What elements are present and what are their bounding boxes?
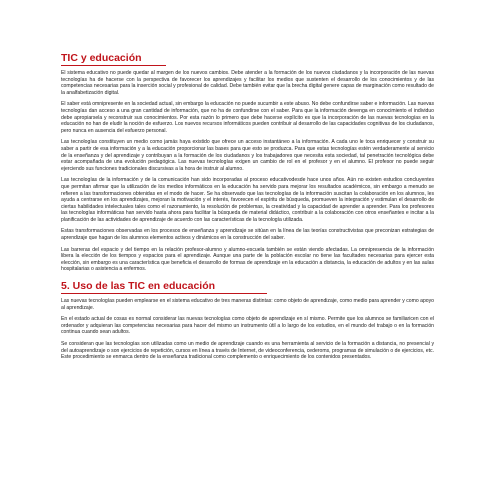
paragraph: El saber está omnipresente en la sociedad actual, sin embargo la educación no puede sucumbir a este abuso. No debe confundirse saber e información. Las nuevas tecnologías dan acceso a una gran cantidad de información, que no ha de confundirse con el saber. Para que la información devenga en conocimiento el individuo debe apropiarsela y reconstruir sus conocimientos. Por esta razón lo primero que debe hacerse explícito es que la incorporación de las nuevas tecnologías en la educación no han de eludir la noción de esfuerzo. Los nuevos recursos informáticos pueden contribuir al desarrollo de las capacidades cognitivas de los ciudadanos, pero nunca en ausencia del esfuerzo personal.: [61, 101, 434, 134]
paragraph: Las tecnologías de la información y de la comunicación han sido incorporadas al proceso educativodesde hace unos años. Aún no existen estudios concluyentes que permitan afirmar que la utilización de los medios informáticos en la educación ha servido para mejorar los resultados académicos, sin embargo a menudo se refieren a las transformaciones obtenidas en el modo de hacer. Se ha observado que las tecnologías de la información suscitan la colaboración en los alumnos, les ayuda a centrarse en los aprendizajes, mejoran la motivación y el interés, favorecen el espíritu de búsqueda, promueven la integración y estimulan el desarrollo de ciertas habilidades intelectuales tales como el razonamiento, la resolución de problemas, la creatividad y la capacidad de aprender a aprender. Para los profesores las tecnologías informáticas han servido hasta ahora para facilitar la búsqueda de material didáctico, contribuir a la colaboración con otros enseñantes e incitar a la planificación de las actividades de aprendizaje de acuerdo con las características de la tecnología utilizada.: [61, 177, 434, 223]
paragraph: Las barreras del espacio y del tiempo en la relación profesor-alumno y alumno-escuela también se están viendo afectadas. La omnipresencia de la información libera la elección de los tiempos y espacios para el aprendizaje. Aunque una parte de la población escolar no tiene las facultades necesarias para ejercer esta elección, sin embargo es una característica que beneficia el desarrollo de formas de aprendizaje en la educación a distancia, la educación de adultos y en las aulas hospitalarias o asistencia a enfermos.: [61, 246, 434, 273]
title-underline: [61, 65, 166, 66]
paragraph: El sistema educativo no puede quedar al margen de los nuevos cambios. Debe atender a la formación de los nuevos ciudadanos y la incorporación de las nuevas tecnologías ha de hacerse con la perspectiva de favorecer los aprendizajes y facilitar los medios que sustenten el desarrollo de los conocimientos y de las competencias necesarias para la inserción social y profesional de calidad. Debe también evitar que la brecha digital genere capas de marginación como resultado de la analfabetización digital.: [61, 70, 434, 96]
section-title-uso-tic: 5. Uso de las TIC en educación: [61, 280, 216, 293]
paragraph: Las tecnologías constituyen un medio como jamás haya existido que ofrece un acceso instantáneo a la información. A cada uno le toca enriquecer y construir su saber a partir de esa información y a la educación proporcionar las bases para que esto se produzca. Para que estas tecnologías estén verdaderamente al servicio de la enseñanza y del aprendizaje y contribuyan a la formación de los ciudadanos y los trabajadores que necesita esta sociedad, tal penetración tecnológica debe estar acompañada de una evolución pedagógica. Las nuevas tecnologías exigen un cambio de rol en el profesor y en el alumno. El profesor no puede seguir ejerciendo sus funciones tradicionales discursivas a la hora de instruir al alumno.: [61, 139, 434, 172]
paragraph: Las nuevas tecnologías pueden emplearse en el sistema educativo de tres maneras distintas: como objeto de aprendizaje, como medio para aprender y como apoyo al aprendizaje.: [61, 298, 434, 311]
paragraph: Estas transformaciones observadas en los procesos de enseñanza y aprendizaje se sitúan en la línea de las teorías constructivistas que preconizan estrategias de aprendizaje que hagan de los alumnos elementos activos y dinámicos en la construcción del saber.: [61, 228, 434, 242]
title-underline: [61, 293, 267, 294]
paragraph: En el estado actual de cosas es normal considerar las nuevas tecnologías como objeto de aprendizaje en sí mismo. Permite que los alumnos se familiaricen con el ordenador y adquieran las competencias necesarias para hacer del mismo un instrumento útil a lo largo de los estudios, en el mundo del trabajo o en la formación continua cuando sean adultos.: [61, 316, 434, 336]
paragraph: Se consideran que las tecnologías son utilizadas como un medio de aprendizaje cuando es una herramienta al servicio de la formación a distancia, no presencial y del autoaprendizaje o son ejercicios de repetición, cursos en línea a través de Internet, de videoconferencia, cederoms, programas de simulación o de ejercicios, etc. Este procedimiento se enmarca dentro de la enseñanza tradicional como complemento o enriquecimiento de los contenidos presentados.: [61, 341, 434, 361]
section-title-tic-educacion: TIC y educación: [61, 52, 142, 64]
